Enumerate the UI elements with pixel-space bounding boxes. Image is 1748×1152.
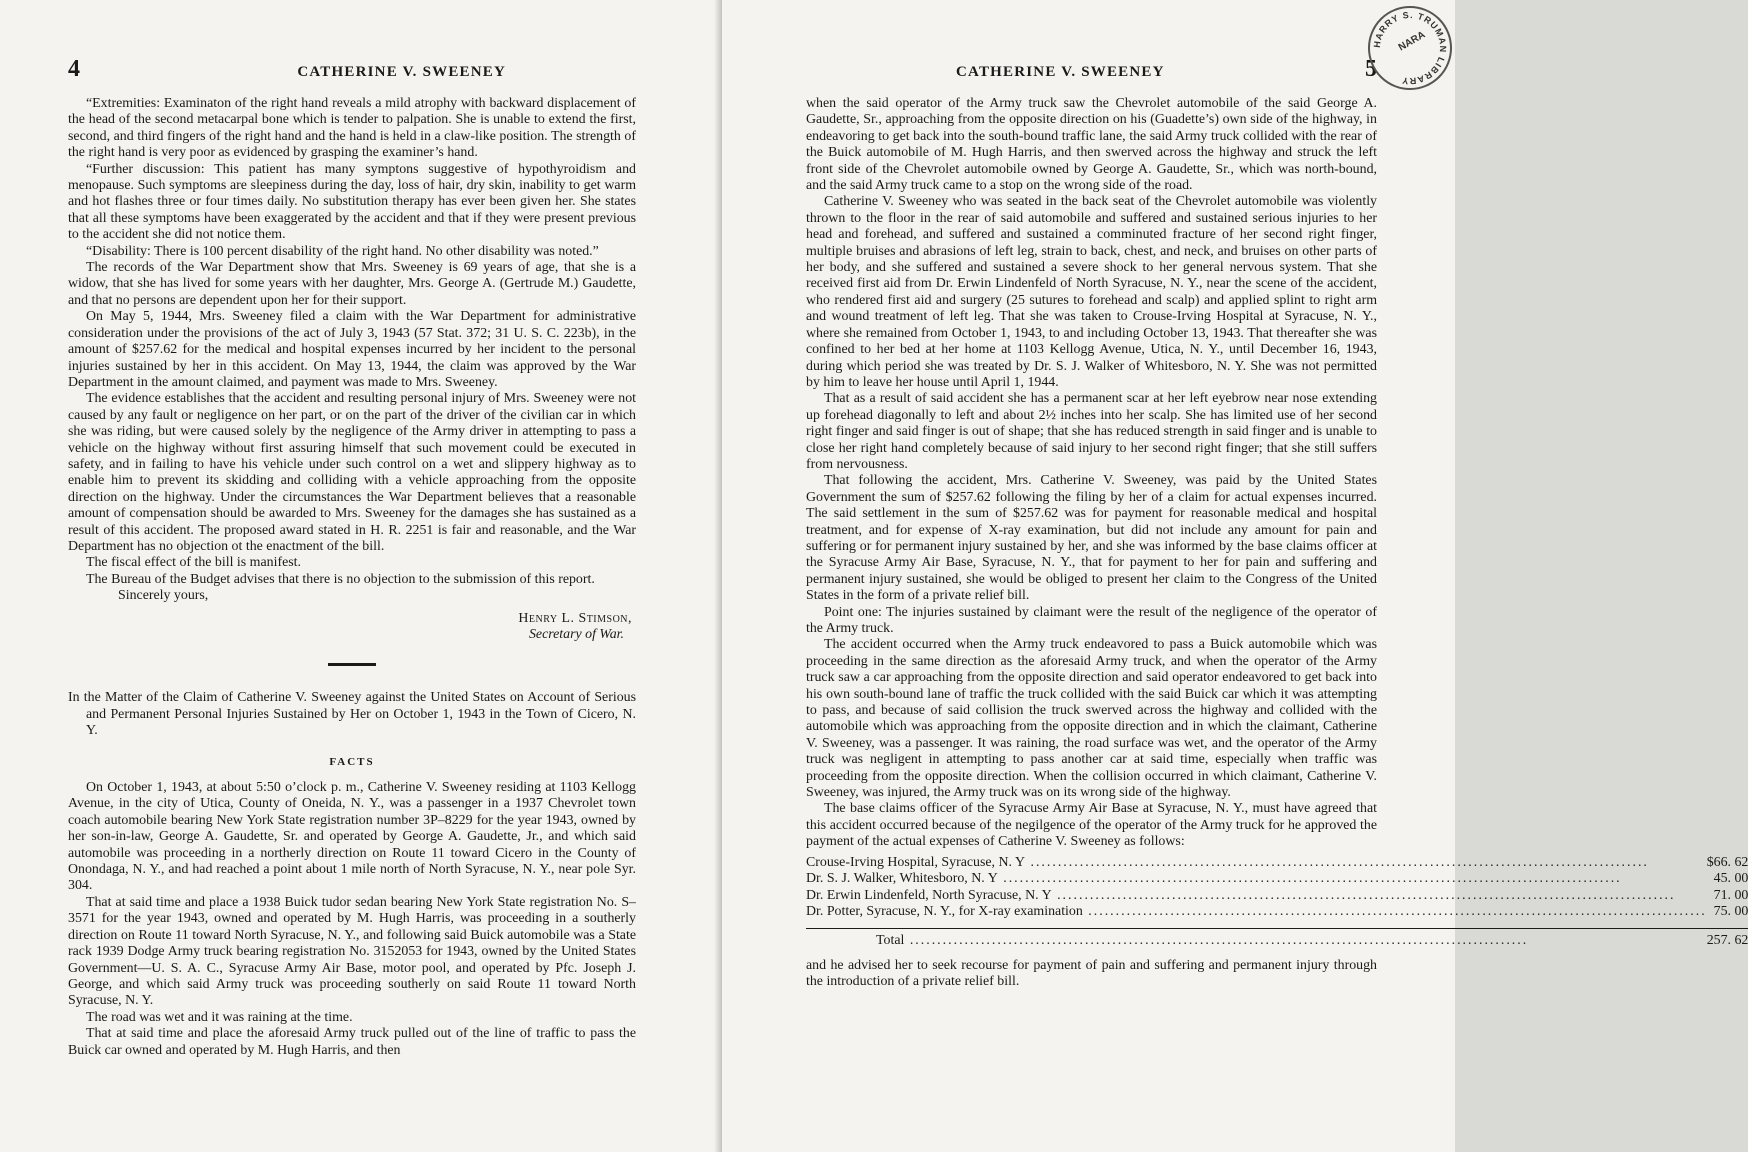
expense-row xyxy=(806,904,1748,920)
paragraph: That at said time and place a 1938 Buick tudor sedan bearing New York State registration No. S–3571 for the year 1943, owned and operated by M. Hugh Harris, was proceeding in a southerly direction on Route 11 toward North Syracuse, N. Y., and following said Buick automobile was a State rack 1939 Dodge Army truck bearing registration No. 3152053 for 1943, owned by the United States Government—U. S. A. C., Syracuse Army Air Base, motor pool, and operated by Pfc. Joseph J. George, and which said Army truck was proceeding southerly on said Route 11 toward North Syracuse, N. Y. xyxy=(68,894,636,1009)
paragraph: On May 5, 1944, Mrs. Sweeney filed a claim with the War Department for administrative consideration under the provisions of the act of July 3, 1943 (57 Stat. 372; 31 U. S. C. 223b), in the amount of $257.62 for the medical and hospital expenses incurred by her incident to the personal injuries sustained by her in this accident. On May 13, 1944, the claim was approved by the War Department in the amount claimed, and payment was made to Mrs. Sweeney. xyxy=(68,309,636,390)
paragraph: when the said operator of the Army truck saw the Chevrolet automobile of the said George A. Gaudette, Sr., approaching from the opposite direction on his (Guadette’s) own side of the highway, in endeavoring to get back into the south-bound traffic lane, the said Army truck collided with the rear of the Buick automobile of M. Hugh Harris, and then swerved across the highway and struck the left front side of the Chevrolet automobile owned by George A. Gaudette, Sr., which was north-bound, and the said Army truck came to a stop on the wrong side of the road. xyxy=(806,96,1377,194)
signature-name: Henry L. Stimson, xyxy=(518,610,632,626)
paragraph: Catherine V. Sweeney who was seated in the back seat of the Chevrolet automobile was violently thrown to the floor in the rear of said automobile and suffered and sustained serious injuries to her head and forehead, and suffered and sustained a comminuted fracture of her second right finger, multiple bruises and abrasions of left leg, strain to back, chest, and neck, and bruises on other parts of her body, and she suffered and sustained a severe shock to her general nervous system. That she received first aid from Dr. Erwin Lindenfeld of North Syracuse, N. Y., near the scene of the accident, who rendered first aid and surgery (25 sutures to forehead and scalp) and applied splint to right arm and wound treatment of left leg. That she was taken to Crouse-Irving Hospital at Syracuse, N. Y., where she remained from October 1, 1943, to and including October 13, 1943. That thereafter she was confined to her bed at her home at 1103 Kellogg Avenue, Utica, N. Y., until December 16, 1943, during which period she was treated by Dr. S. J. Walker of Whitesboro, N. Y. She was not permitted by him to leave her house until April 1, 1944. xyxy=(806,194,1377,390)
paragraph: Point one: The injuries sustained by claimant were the result of the negligence of the operator of the Army truck. xyxy=(806,604,1377,636)
expense-amount: 75. 00 xyxy=(1713,903,1748,919)
facts-heading: FACTS xyxy=(329,755,375,768)
expense-description: Dr. Potter, Syracuse, N. Y., for X-ray examination ..... xyxy=(806,904,1707,919)
paragraph: That at said time and place the aforesaid Army truck pulled out of the line of traffic to pass the Buick car owned and operated by M. Hugh Harris, and then xyxy=(68,1026,636,1058)
total-amount: 257. 62 xyxy=(1707,929,1748,950)
expense-description: Crouse-Irving Hospital, Syracuse, N. Y ..... xyxy=(806,855,1649,870)
paragraph: The Bureau of the Budget advises that there is no objection to the submission of this report. xyxy=(86,571,595,587)
paragraph: “Extremities: Examinaton of the right hand reveals a mild atrophy with backward displacement of the head of the second metacarpal bone which is tender to palpation. She is unable to extend the first, second, and third fingers of the right hand and the hand is held in a claw-like position. The strength of the right hand is very poor as evidenced by grasping the examiner’s hand. xyxy=(68,96,636,161)
expense-table xyxy=(806,855,1748,950)
expense-amount: 45. 00 xyxy=(1713,871,1748,887)
stamp-ring-text: HARRY S. TRUMAN LIBRARY xyxy=(1371,9,1449,87)
expense-total-row xyxy=(806,929,1748,950)
signature-title: Secretary of War. xyxy=(528,627,624,642)
page-number: 4 xyxy=(68,56,80,82)
paragraph: The records of the War Department show that Mrs. Sweeney is 69 years of age, that she is a widow, that she has lived for some years with her daughter, Mrs. George A. (Gertrude M.) Gaudette, and that no persons are dependent upon her for their support. xyxy=(68,260,636,308)
left-page-header xyxy=(68,56,636,82)
expense-row xyxy=(806,871,1748,887)
paragraph: The evidence establishes that the accident and resulting personal injury of Mrs. Sweeney were not caused by any fault or negligence on her part, or on the part of the driver of the civilian car in which she was riding, but were caused solely by the negligence of the Army driver in attempting to pass a vehicle on the highway without first assuring himself that such movement could be executed in safety, and in failing to have his vehicle under such control on a wet and slippery highway as to enable him to prevent its skidding and colliding with a vehicle approaching from the opposite direction on the highway. Under the circumstances the War Department believes that a reasonable amount of compensation should be awarded to Mrs. Sweeney for the damages she has sustained as a result of this accident. The proposed award stated in H. R. 2251 is fair and reasonable, and the War Department has no objection ot the enactment of the bill. xyxy=(68,391,636,554)
paragraph: The accident occurred when the Army truck endeavored to pass a Buick automobile which was proceeding in the same direction as the aforesaid Army truck, and when the operator of the Army truck saw a car approaching from the opposite direction and said operator endeavored to get back into his own south-bound lane of traffic the truck collided with the said Buick car which it was attempting to pass, and because of said collision the truck swerved across the highway and collided with the automobile which was approaching from the opposite direction and in which the claimant, Catherine V. Sweeney, was a passenger. It was raining, the road surface was wet, and the operator of the Army truck was negligent in attempting to pass another car at said time, especially when traffic was proceeding from the opposite direction. When the collision occurred in which claimant, Catherine V. Sweeney, was injured, the Army truck was on its wrong side of the highway. xyxy=(806,637,1377,801)
archive-stamp xyxy=(1368,6,1452,90)
right-page xyxy=(722,0,1748,1152)
signature-block xyxy=(68,611,636,644)
paragraph: That following the accident, Mrs. Catherine V. Sweeney, was paid by the United States Government the sum of $257.62 following the filing by her of a claim for actual expenses incurred. The said settlement in the sum of $257.62 was for payment for reasonable medical and hospital treatment, and for expense of X-ray examination, but did not include any amount for pain and suffering or for permanent injury sustained by her, and she was informed by the base claims officer at the Syracuse Army Air Base, Syracuse, N. Y., that for payment to her for pain and suffering and permanent injury sustained, she would be obliged to present her claim to the Congress of the United States in the form of a private relief bill. xyxy=(806,473,1377,604)
running-head: CATHERINE V. SWEENEY xyxy=(956,64,1165,80)
left-page xyxy=(0,0,722,1152)
left-page-body xyxy=(68,96,636,1059)
expense-row xyxy=(806,888,1748,904)
paragraph: The road was wet and it was raining at the time. xyxy=(86,1009,353,1025)
paragraph: “Disability: There is 100 percent disability of the right hand. No other disability was noted.” xyxy=(86,243,599,259)
expense-description: Dr. Erwin Lindenfeld, North Syracuse, N. Y ..... xyxy=(806,888,1676,903)
running-head: CATHERINE V. SWEENEY xyxy=(297,64,506,80)
closing: Sincerely yours, xyxy=(118,588,209,604)
expense-row xyxy=(806,855,1748,871)
expense-amount: 71. 00 xyxy=(1713,887,1748,903)
stamp-center-text: NARA xyxy=(1396,29,1428,54)
expense-description: Dr. S. J. Walker, Whitesboro, N. Y ..... xyxy=(806,871,1622,886)
right-page-body xyxy=(806,96,1748,991)
expense-amount: $66. 62 xyxy=(1706,854,1748,870)
matter-heading: In the Matter of the Claim of Catherine V. Sweeney against the United States on Account of Serious and Permanent Personal Injuries Sustained by Her on October 1, 1943 in the Town of Cicero, N. Y. xyxy=(68,690,636,739)
matter-heading-block xyxy=(68,690,636,739)
paragraph: That as a result of said accident she has a permanent scar at her left eyebrow near nose extending up forehead diagonally to left and about 2½ inches into her scalp. She has limited use of her second right finger and said finger is out of shape; that she has reduced strength in said finger and is unable to close her right hand completely because of said injury to her second right finger; that she still suffers from nervousness. xyxy=(806,391,1377,472)
total-label: Total ..... xyxy=(876,933,1528,948)
paragraph: “Further discussion: This patient has many symptons suggestive of hypothyroidism and menopause. Such symptoms are sleepiness during the day, loss of hair, dry skin, inability to get warm and hot flashes three or four times daily. No substitution therapy has ever been given her. She states that all these symptoms have been exaggerated by the accident and that if they were present previous to the accident she did not notice them. xyxy=(68,161,636,243)
section-divider xyxy=(328,663,376,666)
paragraph: On October 1, 1943, at about 5:50 o’clock p. m., Catherine V. Sweeney residing at 1103 Kellogg Avenue, in the city of Utica, County of Oneida, N. Y., was a passenger in a 1937 Chevrolet town coach automobile bearing New York State registration number 3P–8229 for the year 1943, owned by her son-in-law, George A. Gaudette, Sr. and operated by George A. Gaudette, Jr., and which said automobile was proceeding in a northerly direction on Route 11 toward Cicero in the County of Onondaga, N. Y., and had reached a point about 1 mile north of North Syracuse, N. Y., near pole Syr. 304. xyxy=(68,780,636,894)
paragraph: and he advised her to seek recourse for payment of pain and suffering and permanent injury through the introduction of a private relief bill. xyxy=(806,957,1377,990)
page-number: 5 xyxy=(1365,56,1377,82)
paragraph: The base claims officer of the Syracuse Army Air Base at Syracuse, N. Y., must have agreed that this accident occurred because of the negilgence of the operator of the Army truck for he approved the payment of the actual expenses of Catherine V. Sweeney as follows: xyxy=(806,801,1377,850)
right-page-header xyxy=(806,56,1377,82)
paragraph: The fiscal effect of the bill is manifest. xyxy=(86,555,301,571)
